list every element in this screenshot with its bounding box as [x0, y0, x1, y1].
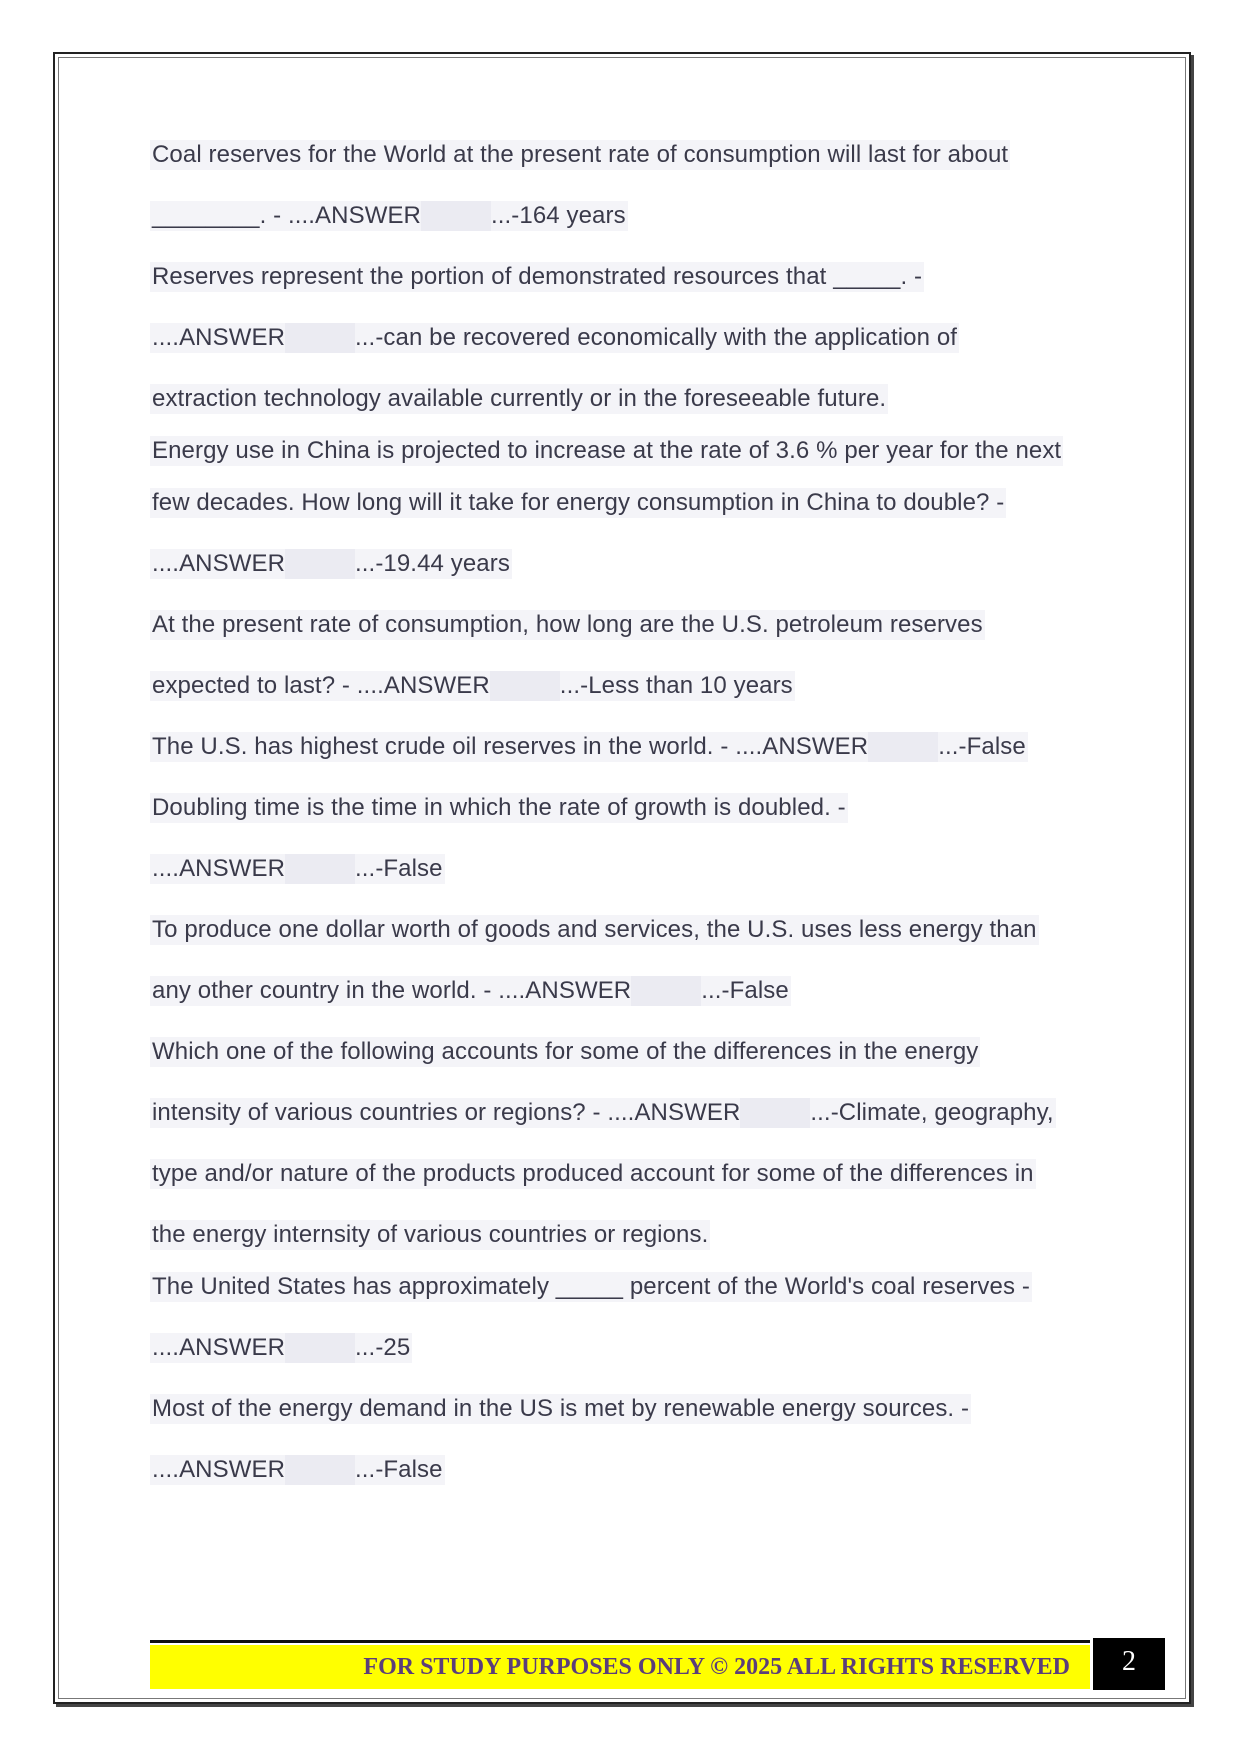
answer-line: expected to last? - ....ANSWER ...-Less than 10 years [152, 672, 793, 699]
answer-line: any other country in the world. - ....ANSWER ...-False [152, 977, 789, 1004]
footer-divider [150, 1640, 1090, 1643]
text-line: Most of the energy demand in the US is met by renewable energy sources. - [152, 1395, 970, 1422]
text-line: To produce one dollar worth of goods and services, the U.S. uses less energy than [152, 916, 1037, 943]
footer-copyright: FOR STUDY PURPOSES ONLY © 2025 ALL RIGHTS RESERVED [363, 1654, 1070, 1680]
text-line: At the present rate of consumption, how long are the U.S. petroleum reserves [152, 611, 983, 638]
text-line: type and/or nature of the products produced account for some of the differences in [152, 1160, 1034, 1187]
page-number: 2 [1093, 1638, 1165, 1690]
text-line: few decades. How long will it take for energy consumption in China to double? - [152, 489, 1005, 516]
answer-line: ....ANSWER ...-25 [152, 1334, 411, 1361]
answer-line: ....ANSWER ...-False [152, 855, 443, 882]
answer-line: ________. - ....ANSWER ...-164 years [152, 202, 626, 229]
answer-line: ....ANSWER ...-False [152, 1456, 443, 1483]
document-body [150, 140, 1110, 1516]
text-line: Coal reserves for the World at the present rate of consumption will last for about [152, 141, 1009, 168]
answer-line: ....ANSWER ...-19.44 years [152, 550, 510, 577]
text-line: extraction technology available currently or in the foreseeable future. [152, 385, 887, 412]
text-line: Doubling time is the time in which the rate of growth is doubled. - [152, 794, 846, 821]
text-line: Reserves represent the portion of demonstrated resources that _____. - [152, 263, 923, 290]
text-line: Energy use in China is projected to increase at the rate of 3.6 % per year for the next [152, 437, 1062, 464]
text-line: Which one of the following accounts for some of the differences in the energy [152, 1038, 979, 1065]
text-line: the energy internsity of various countries or regions. [152, 1221, 709, 1248]
answer-line: The U.S. has highest crude oil reserves in the world. - ....ANSWER ...-False [152, 733, 1026, 760]
answer-line: intensity of various countries or regions? - ....ANSWER ...-Climate, geography, [152, 1099, 1054, 1126]
answer-line: ....ANSWER ...-can be recovered economically with the application of [152, 324, 958, 351]
text-line: The United States has approximately _____ percent of the World's coal reserves - [152, 1273, 1030, 1300]
footer-banner [150, 1645, 1090, 1689]
